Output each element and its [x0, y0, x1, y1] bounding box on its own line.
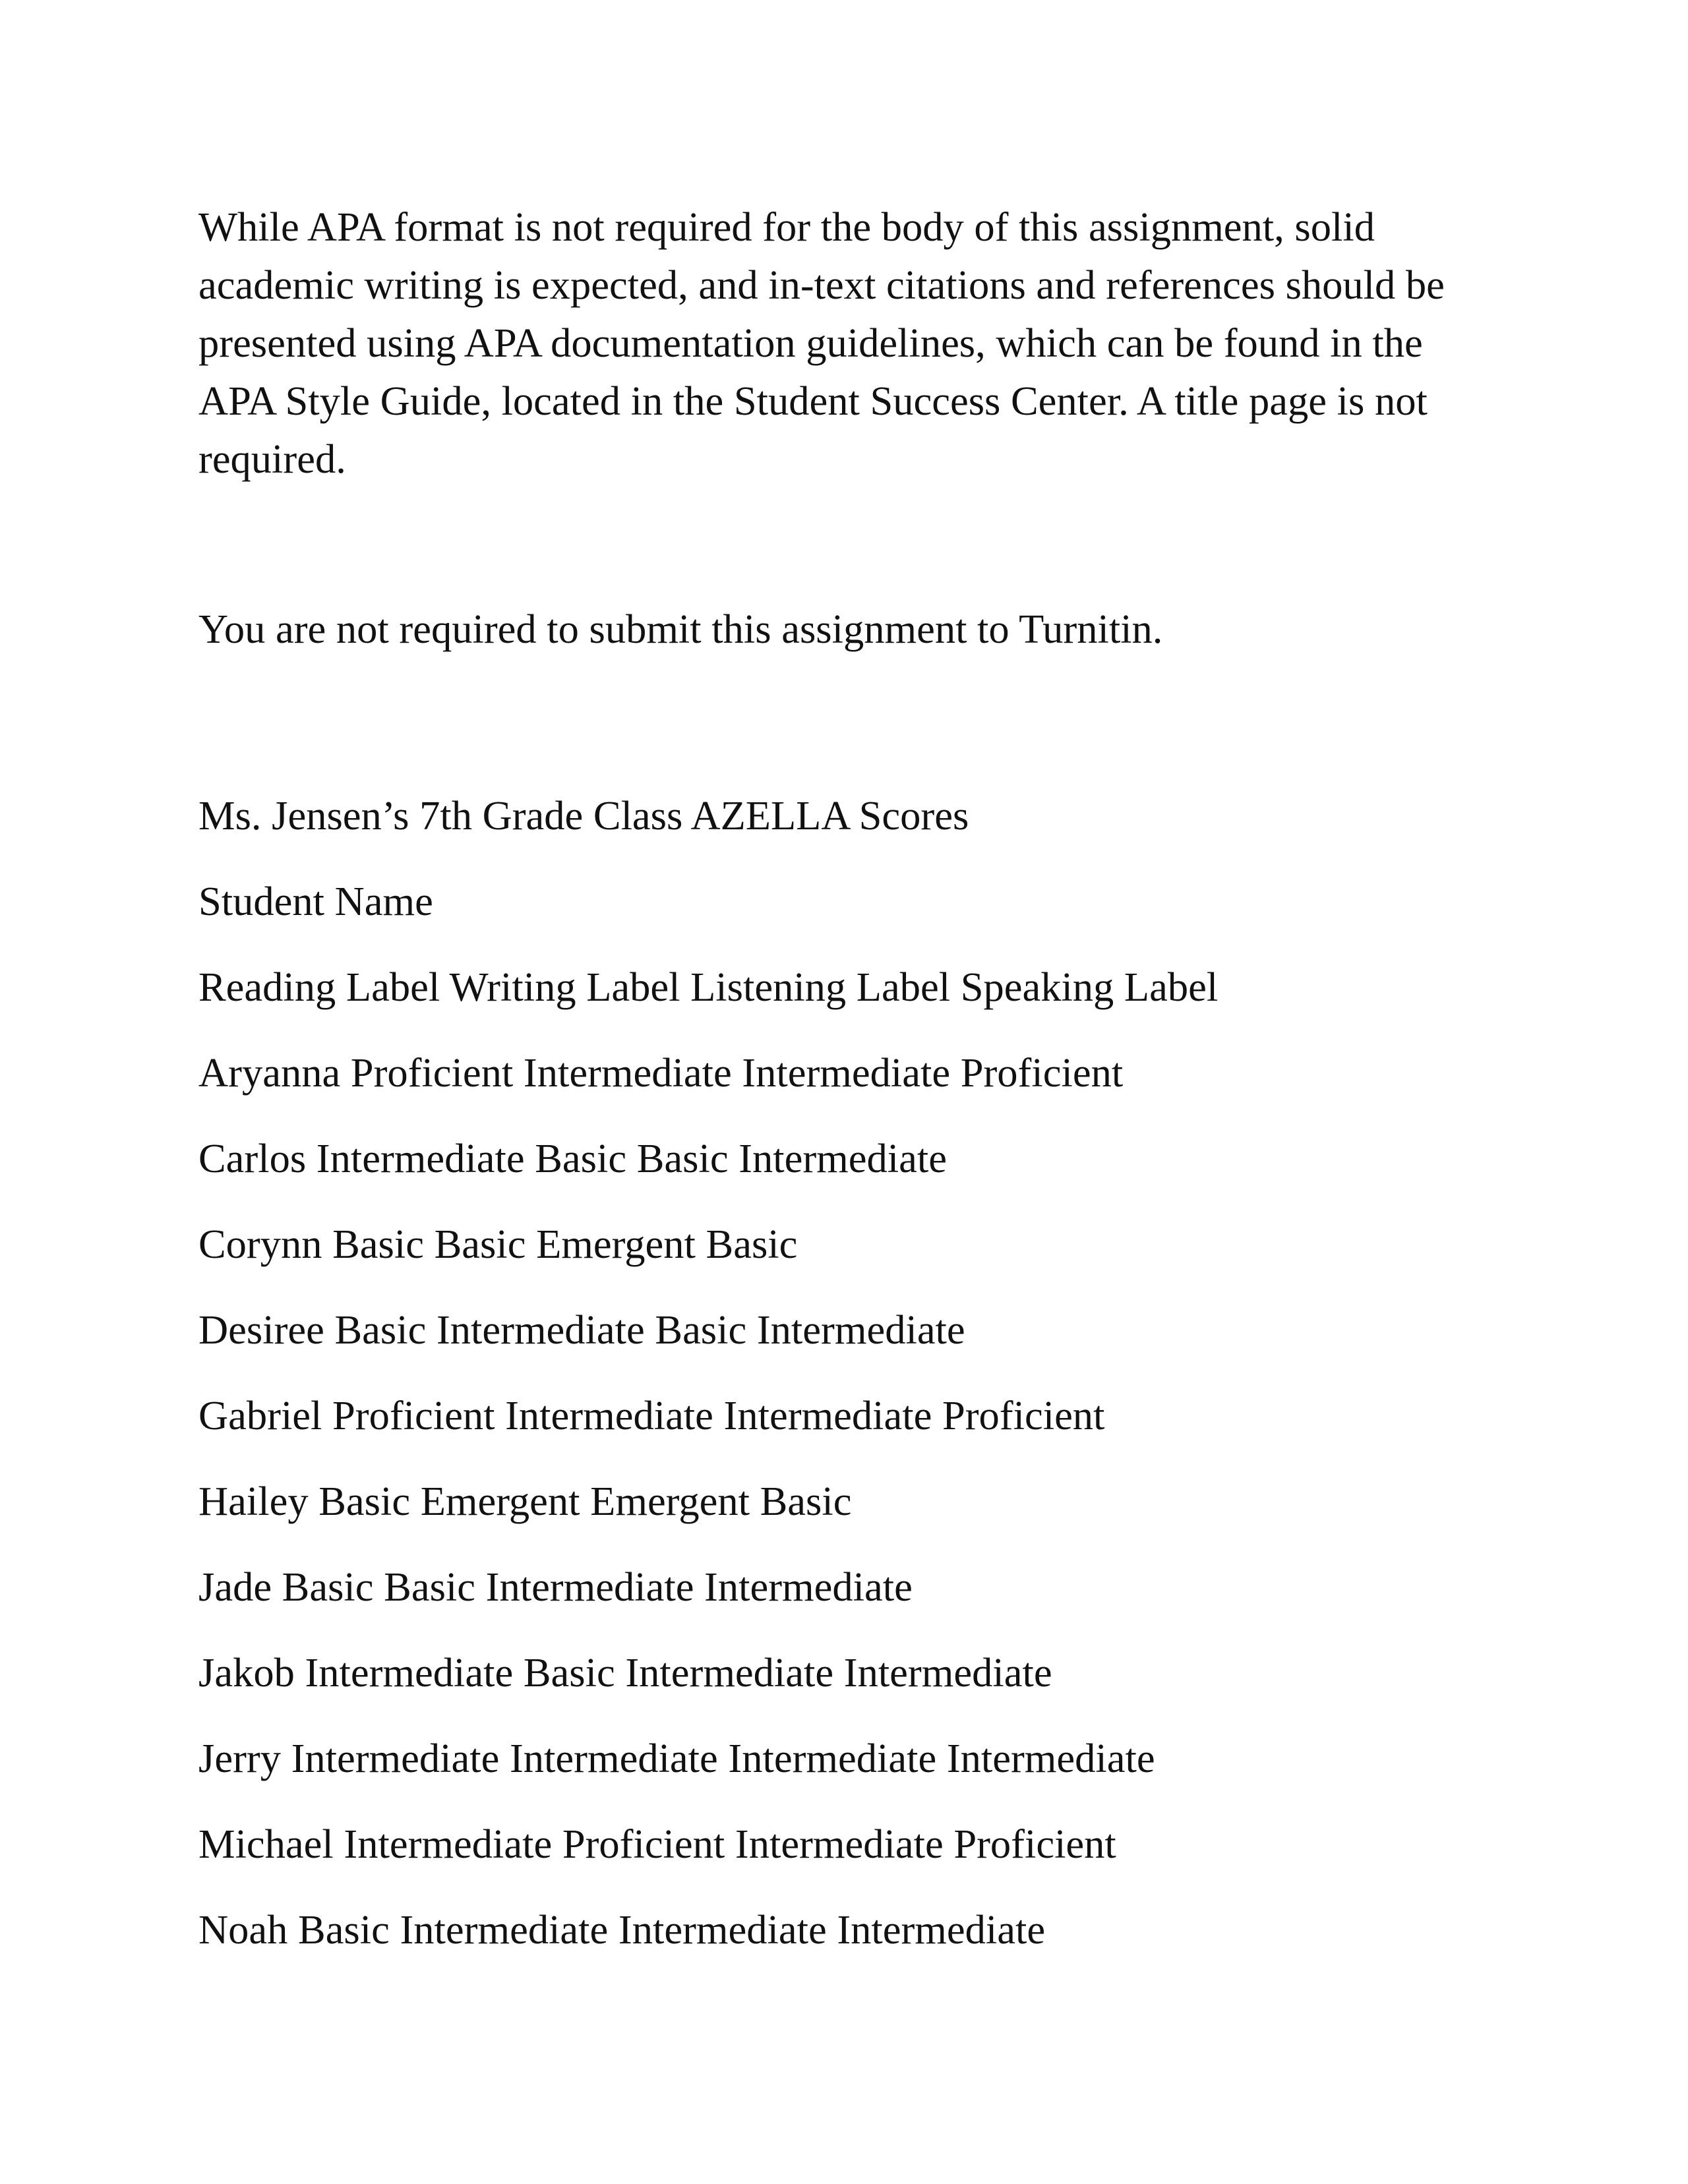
- turnitin-note: You are not required to submit this assignment to Turnitin.: [198, 606, 1163, 652]
- column-headers: Reading Label Writing Label Listening Label Speaking Label: [198, 964, 1219, 1010]
- document-page: [198, 198, 1504, 1953]
- table-row: Hailey Basic Emergent Emergent Basic: [198, 1478, 852, 1524]
- table-row: Gabriel Proficient Intermediate Intermediate Proficient: [198, 1392, 1105, 1438]
- table-row: Jade Basic Basic Intermediate Intermediate: [198, 1564, 913, 1610]
- table-row: Carlos Intermediate Basic Basic Intermediate: [198, 1135, 947, 1181]
- scores-table: [198, 773, 1218, 1972]
- student-name-header: Student Name: [198, 878, 433, 924]
- table-row: Aryanna Proficient Intermediate Intermediate Proficient: [198, 1049, 1124, 1096]
- table-row: Desiree Basic Intermediate Basic Intermediate: [198, 1307, 965, 1353]
- intro-paragraph: While APA format is not required for the body of this assignment, solid academic writing is expected, and in-text citations and references should be presented using APA documentation guidelines, which can be found in the APA Style Guide, located in the Student Success Center. A title page is not required.: [198, 204, 1445, 482]
- table-row: Jakob Intermediate Basic Intermediate Intermediate: [198, 1649, 1052, 1696]
- table-row: Corynn Basic Basic Emergent Basic: [198, 1221, 798, 1267]
- table-row: Noah Basic Intermediate Intermediate Intermediate: [198, 1906, 1046, 1953]
- table-row: Jerry Intermediate Intermediate Intermediate Intermediate: [198, 1735, 1155, 1781]
- scores-title: Ms. Jensen’s 7th Grade Class AZELLA Scores: [198, 792, 969, 839]
- table-row: Michael Intermediate Proficient Intermediate Proficient: [198, 1821, 1116, 1867]
